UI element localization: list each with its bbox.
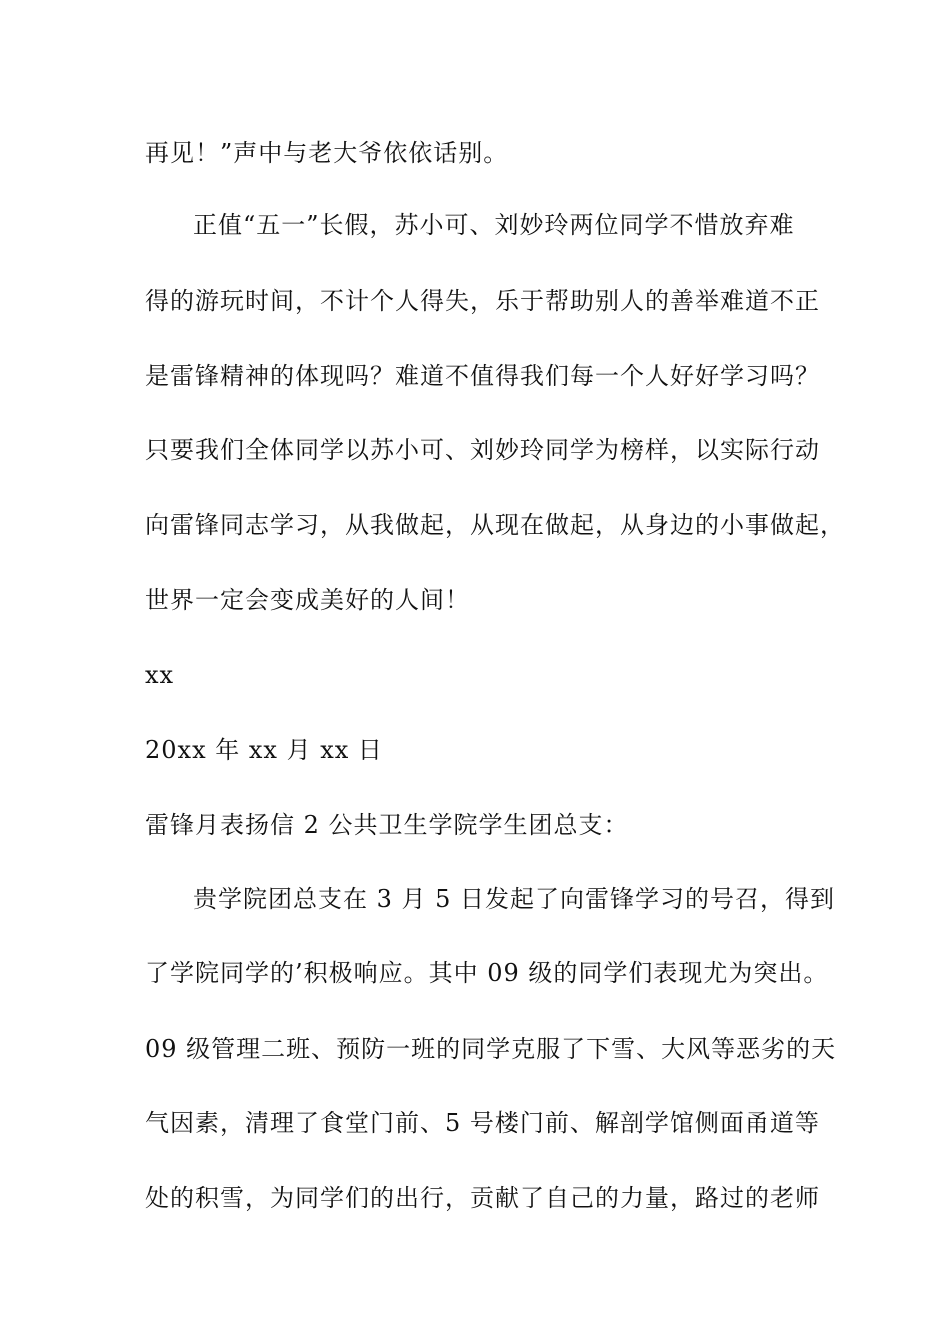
signature-name: xx bbox=[145, 661, 175, 689]
paragraph-line: 得的游玩时间，不计个人得失，乐于帮助别人的善举难道不正 bbox=[145, 287, 820, 315]
paragraph-line: 正值“五一”长假，苏小可、刘妙玲两位同学不惜放弃难 bbox=[193, 211, 795, 239]
paragraph-line: 只要我们全体同学以苏小可、刘妙玲同学为榜样，以实际行动 bbox=[145, 436, 820, 464]
paragraph-line: 了学院同学的’积极响应。其中 09 级的同学们表现尤为突出。 bbox=[145, 959, 829, 987]
paragraph-line: 世界一定会变成美好的人间！ bbox=[145, 586, 470, 614]
paragraph-line: 09 级管理二班、预防一班的同学克服了下雪、大风等恶劣的天 bbox=[145, 1035, 837, 1063]
paragraph-line: 气因素，清理了食堂门前、5 号楼门前、解剖学馆侧面甬道等 bbox=[145, 1109, 820, 1137]
paragraph-line: 是雷锋精神的体现吗？难道不值得我们每一个人好好学习吗？ bbox=[145, 362, 820, 390]
signature-date: 20xx 年 xx 月 xx 日 bbox=[145, 736, 383, 764]
paragraph-line: 再见！”声中与老大爷依依话别。 bbox=[145, 139, 509, 167]
paragraph-line: 向雷锋同志学习，从我做起，从现在做起，从身边的小事做起， bbox=[145, 511, 845, 539]
letter-heading: 雷锋月表扬信 2 公共卫生学院学生团总支： bbox=[145, 811, 629, 839]
paragraph-line: 处的积雪，为同学们的出行，贡献了自己的力量，路过的老师 bbox=[145, 1184, 820, 1212]
paragraph-line: 贵学院团总支在 3 月 5 日发起了向雷锋学习的号召，得到 bbox=[193, 885, 836, 913]
